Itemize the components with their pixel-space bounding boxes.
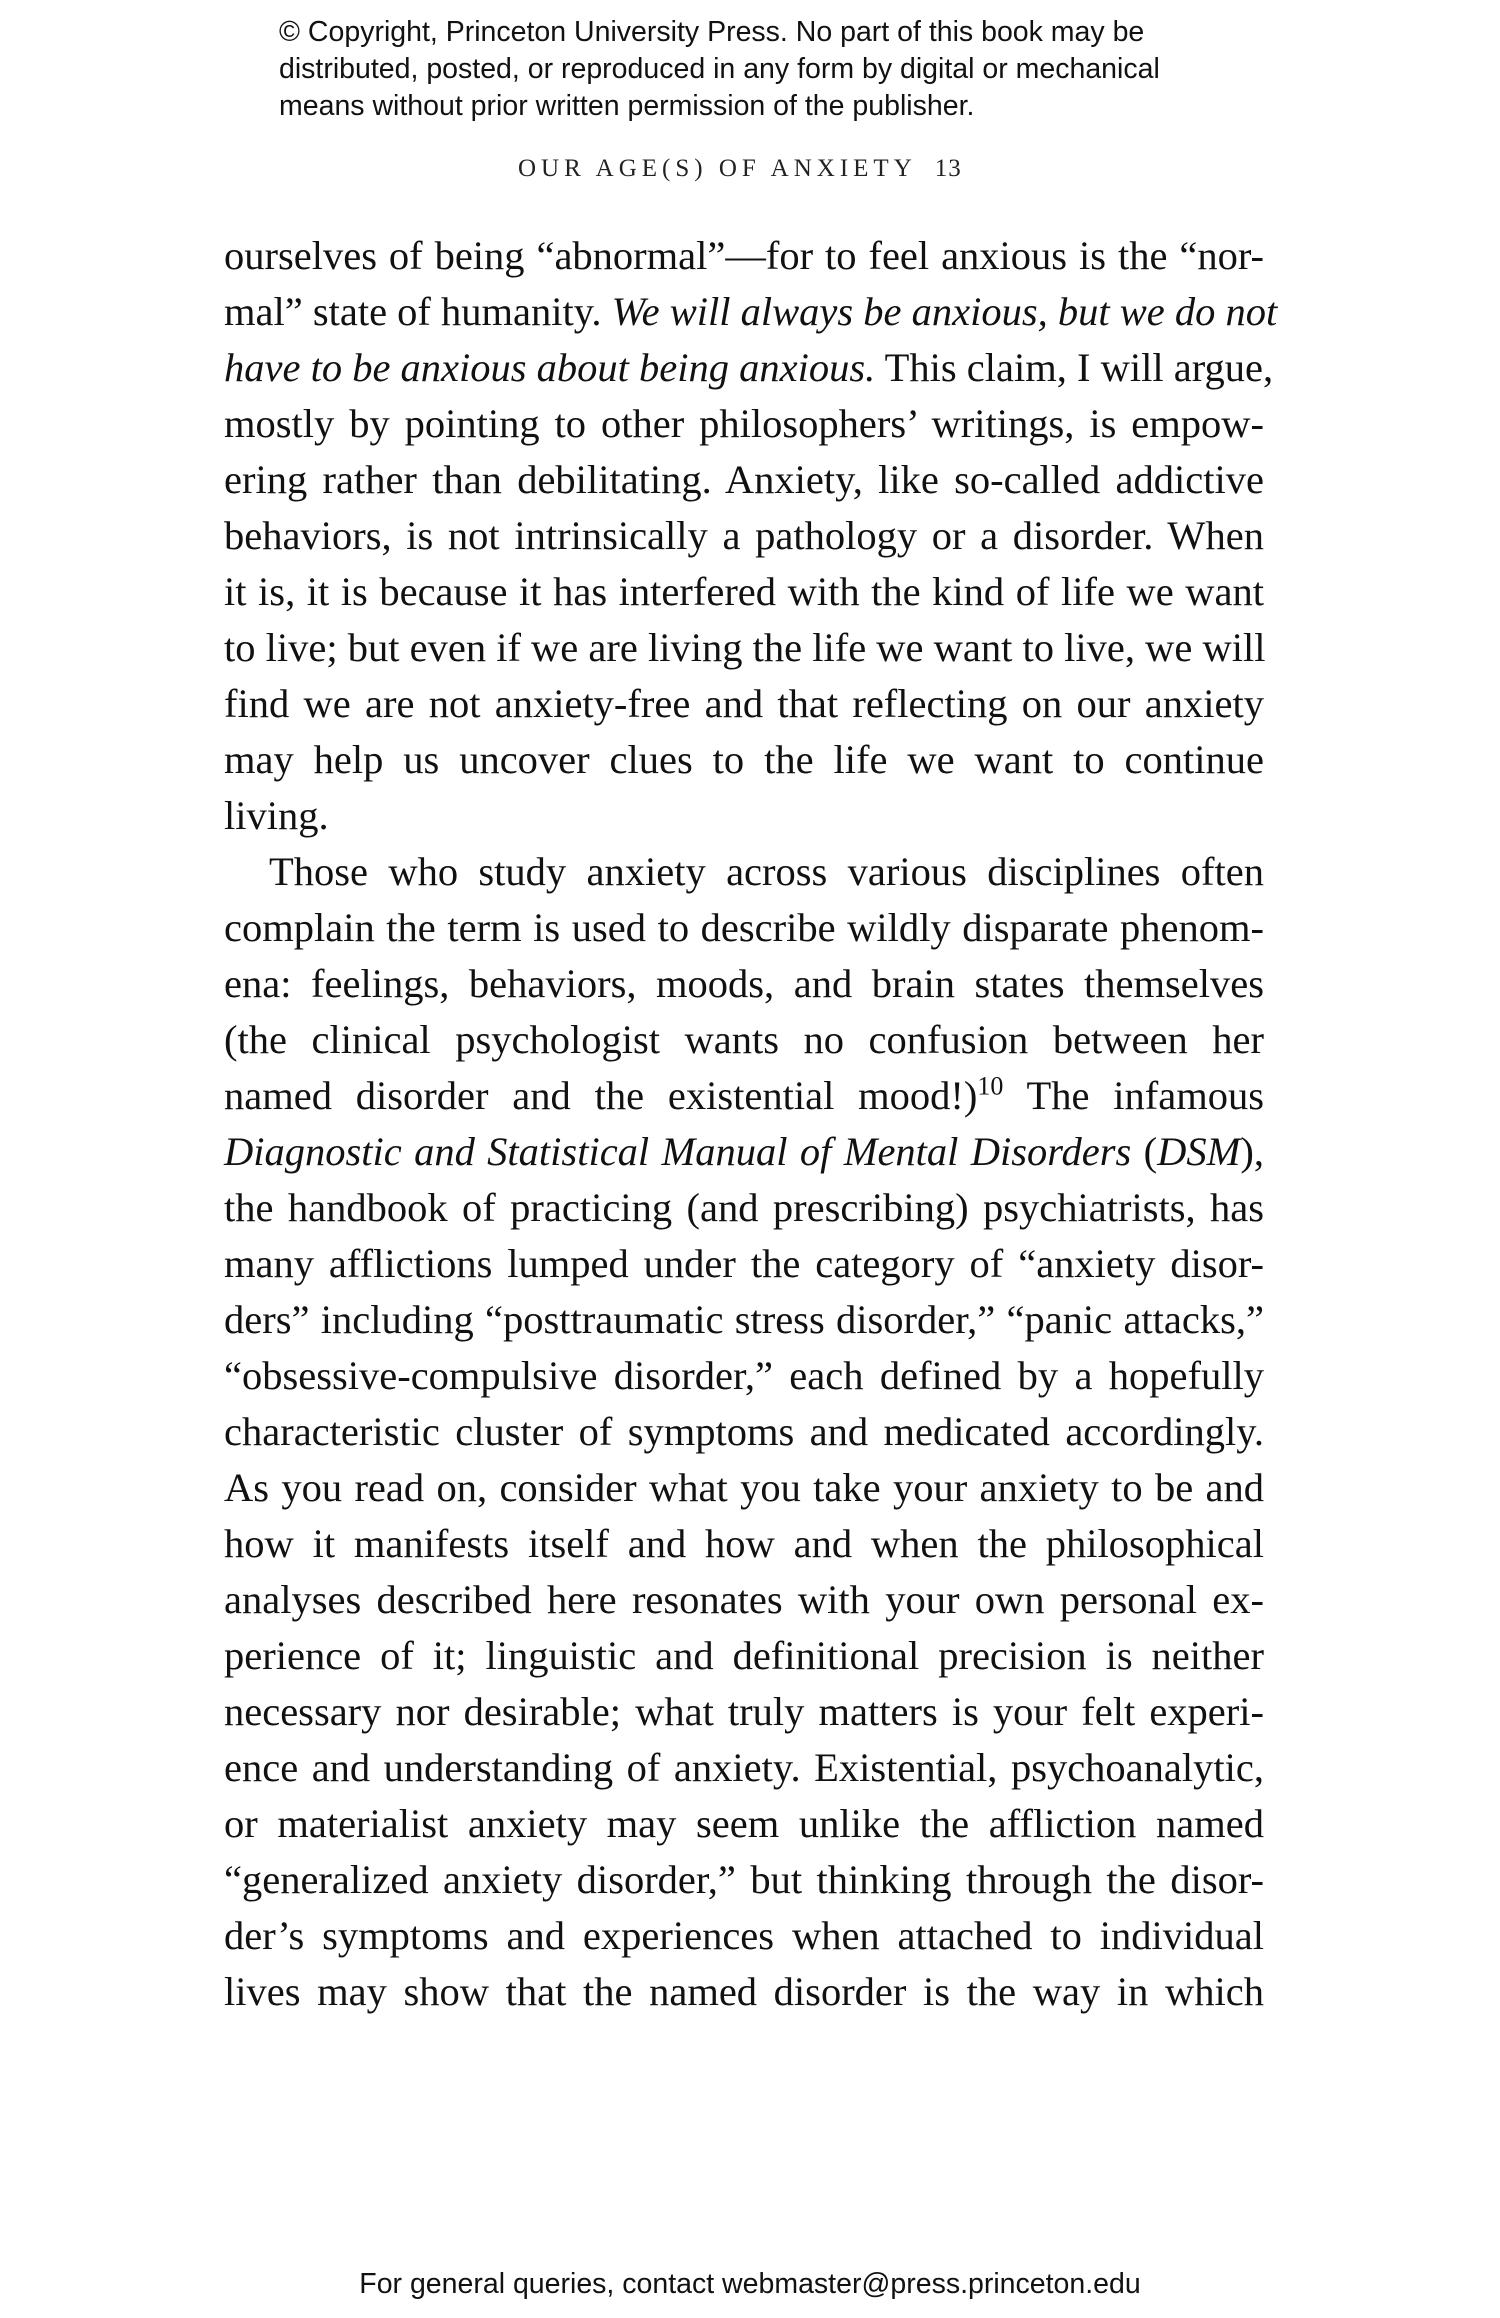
italic-abbreviation: DSM (1157, 1129, 1241, 1174)
text-line: Diagnostic and Statistical Manual of Mental Disorders (DSM), (224, 1129, 1264, 1174)
text-line: As you read on, consider what you take your anxiety to be and (224, 1465, 1264, 1510)
copyright-line: means without prior written permission of the publisher. (279, 90, 975, 122)
page-number: 13 (934, 155, 962, 182)
text-line: mal” state of humanity. We will always be anxious, but we do not (224, 289, 1278, 334)
text-line: perience of it; linguistic and definitional precision is neither (224, 1633, 1264, 1678)
italic-emphasis: We will always be anxious, but we do not (611, 289, 1278, 334)
text-line: may help us uncover clues to the life we want to continue (224, 737, 1264, 782)
text-line: have to be anxious about being anxious. This claim, I will argue, (224, 345, 1274, 390)
text-line: to live; but even if we are living the life we want to live, we will (224, 625, 1266, 670)
text-line: living. (224, 793, 329, 838)
text-line: named disorder and the existential mood!)$^{10}$ The infamous (224, 1071, 1265, 1118)
text-line: mostly by pointing to other philosophers’ writings, is empow- (224, 401, 1264, 446)
italic-title: Diagnostic and Statistical Manual of Mental Disorders (224, 1129, 1132, 1174)
copyright-line: © Copyright, Princeton University Press. No part of this book may be (279, 16, 1145, 48)
text-line: lives may show that the named disorder is the way in which (224, 1969, 1264, 2014)
text-line: behaviors, is not intrinsically a pathology or a disorder. When (224, 513, 1264, 558)
text-line: it is, it is because it has interfered with the kind of life we want (224, 569, 1264, 614)
text-line: “obsessive-compulsive disorder,” each defined by a hopefully (224, 1353, 1264, 1398)
running-head (518, 155, 962, 183)
text-line: characteristic cluster of symptoms and medicated accordingly. (224, 1409, 1264, 1454)
text-line: ence and understanding of anxiety. Existential, psychoanalytic, (224, 1745, 1264, 1790)
footer-contact: For general queries, contact webmaster@press.princeton.edu (359, 2268, 1141, 2300)
copyright-notice (279, 14, 1399, 125)
footnote-marker[interactable]: 10 (977, 1071, 1004, 1101)
text-line: (the clinical psychologist wants no confusion between her (224, 1017, 1264, 1062)
copyright-line: distributed, posted, or reproduced in any form by digital or mechanical (279, 53, 1160, 85)
text-line: analyses described here resonates with your own personal ex- (224, 1577, 1264, 1622)
text-line: how it manifests itself and how and when the philosophical (224, 1521, 1264, 1566)
text-line: the handbook of practicing (and prescribing) psychiatrists, has (224, 1185, 1264, 1230)
text-line: many afflictions lumped under the category of “anxiety disor- (224, 1241, 1264, 1286)
text-line: “generalized anxiety disorder,” but thinking through the disor- (224, 1857, 1264, 1902)
text-line: ering rather than debilitating. Anxiety, like so-called addictive (224, 457, 1264, 502)
text-line: find we are not anxiety-free and that reflecting on our anxiety (224, 681, 1264, 726)
text-line: Those who study anxiety across various disciplines often (269, 849, 1264, 894)
text-line: ena: feelings, behaviors, moods, and brain states themselves (224, 961, 1264, 1006)
text-line: ourselves of being “abnormal”—for to feel anxious is the “nor- (224, 233, 1264, 278)
text-line: or materialist anxiety may seem unlike the affliction named (224, 1801, 1264, 1846)
text-line: ders” including “posttraumatic stress disorder,” “panic attacks,” (224, 1297, 1264, 1342)
text-line: necessary nor desirable; what truly matters is your felt experi- (224, 1689, 1264, 1734)
italic-emphasis: have to be anxious about being anxious. (224, 345, 876, 390)
text-line: complain the term is used to describe wildly disparate phenom- (224, 905, 1264, 950)
text-line: der’s symptoms and experiences when attached to individual (224, 1913, 1264, 1958)
running-head-title: OUR AGE(S) OF ANXIETY (518, 155, 917, 182)
